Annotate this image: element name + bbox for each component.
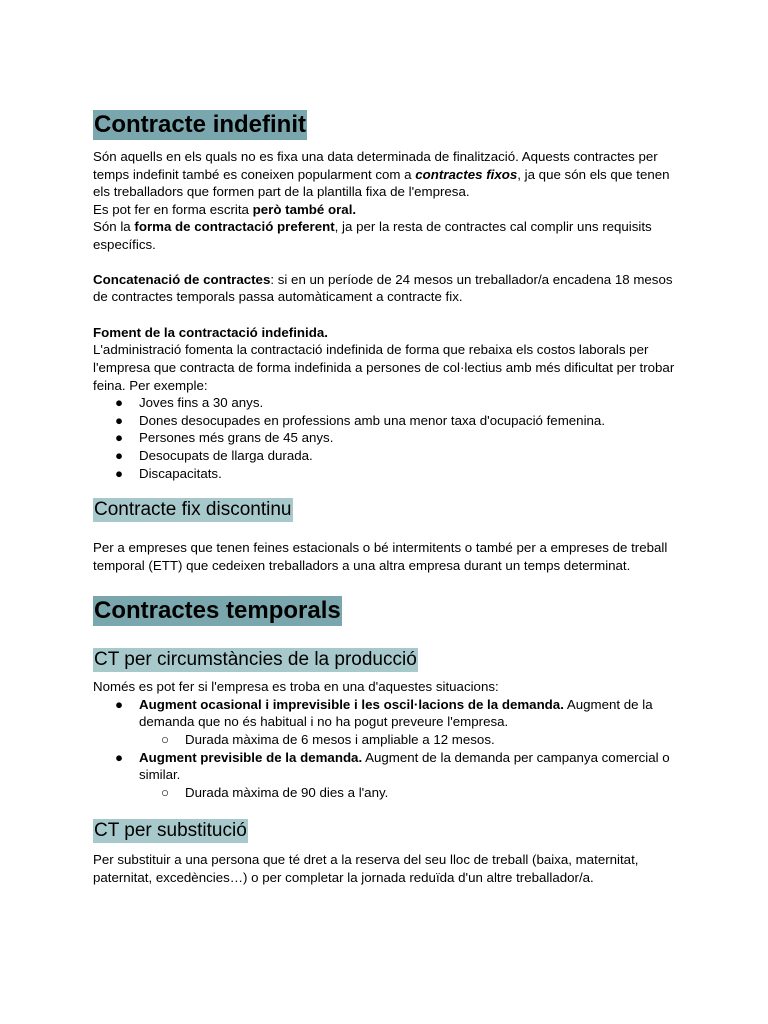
- sub-list: [139, 731, 683, 749]
- heading-text: CT per circumstàncies de la producció: [94, 649, 417, 671]
- heading-text: Contracte indefinit: [94, 111, 307, 138]
- list-item: ● Persones més grans de 45 anys.: [115, 430, 334, 446]
- list-item: ● Dones desocupades en professions amb una menor taxa d'ocupació femenina.: [115, 412, 606, 428]
- list-item: ● Discapacitats.: [115, 465, 222, 481]
- bullet-icon: ●: [115, 430, 124, 446]
- heading-text: Contractes temporals: [94, 597, 341, 625]
- list-item: ● Augment previsible de la demanda. Augment de la demanda per campanya comercial o similar. ○ Durada màxima de 90 dies a l'any.: [93, 749, 683, 802]
- paragraph-preferred-form: Són la forma de contractació preferent, ja per la resta de contractes cal complir uns requisits específics.: [93, 219, 652, 252]
- bullet-icon: ●: [115, 465, 124, 481]
- paragraph-fix-discontinu: Per a empreses que tenen feines estacionals o bé intermitents o també per a empreses de treball temporal (ETT) que cedeixen treballadors a una altra empresa durant un temps determinat.: [93, 540, 668, 573]
- bullet-icon: ●: [115, 412, 124, 428]
- bullet-list-collectives: [93, 394, 683, 482]
- heading-text: CT per substitució: [94, 820, 247, 842]
- hollow-bullet-icon: ○: [161, 784, 170, 800]
- list-item: ● Augment ocasional i imprevisible i les oscil·lacions de la demanda. Augment de la demanda que no és habitual i no ha pogut preveure l'empresa. ○ Durada màxima de 6 mesos i ampliable a 12 mesos.: [93, 696, 683, 749]
- heading-contracte-indefinit: [93, 110, 683, 140]
- heading-circumstancies-produccio: [93, 648, 683, 672]
- bullet-icon: ●: [115, 447, 124, 463]
- sub-list-item: ○ Durada màxima de 90 dies a l'any.: [161, 784, 389, 800]
- paragraph-definition: Són aquells en els quals no es fixa una data determinada de finalització. Aquests contractes per temps indefinit també es coneixen popularment com a contractes fixos, ja que són els que tenen els treballadors que formen part de la plantilla fixa de l'empresa.: [93, 149, 670, 200]
- heading-fix-discontinu: [93, 498, 683, 522]
- heading-substitucio: [93, 819, 683, 843]
- document-content: [93, 110, 683, 887]
- foment-text: L'administració fomenta la contractació indefinida de forma que rebaixa els costos laborals per l'empresa que contracta de forma indefinida a persones de col·lectius amb més dificultat per trobar feina. Per exemple:: [93, 342, 675, 393]
- sub-list-item: ○ Durada màxima de 6 mesos i ampliable a 12 mesos.: [161, 732, 495, 748]
- list-item: ● Joves fins a 30 anys.: [115, 395, 264, 411]
- emphasis-contractes-fixos: contractes fixos: [415, 166, 518, 182]
- heading-text: Contracte fix discontinu: [94, 499, 292, 521]
- list-item: ● Desocupats de llarga durada.: [115, 447, 313, 463]
- bullet-icon: ●: [115, 696, 124, 712]
- bullet-list-situations: [93, 696, 683, 802]
- bullet-icon: ●: [115, 395, 124, 411]
- bullet-icon: ●: [115, 749, 124, 765]
- paragraph-concatenation: Concatenació de contractes: si en un període de 24 mesos un treballador/a encadena 18 mesos de contractes temporals passa automàticament a contracte fix.: [93, 271, 673, 305]
- paragraph-substitucio: Per substituir a una persona que té dret a la reserva del seu lloc de treball (baixa, maternitat, paternitat, excedències…) o per completar la jornada reduïda d'un altre treballador/a.: [93, 852, 639, 886]
- heading-contractes-temporals: [93, 596, 683, 626]
- foment-title: Foment de la contractació indefinida.: [93, 324, 328, 340]
- paragraph-written-form: Es pot fer en forma escrita però també oral.: [93, 201, 357, 217]
- sub-list: [139, 784, 683, 802]
- paragraph-circumstancies-intro: Només es pot fer si l'empresa es troba en una d'aquestes situacions:: [93, 679, 499, 695]
- hollow-bullet-icon: ○: [161, 732, 170, 748]
